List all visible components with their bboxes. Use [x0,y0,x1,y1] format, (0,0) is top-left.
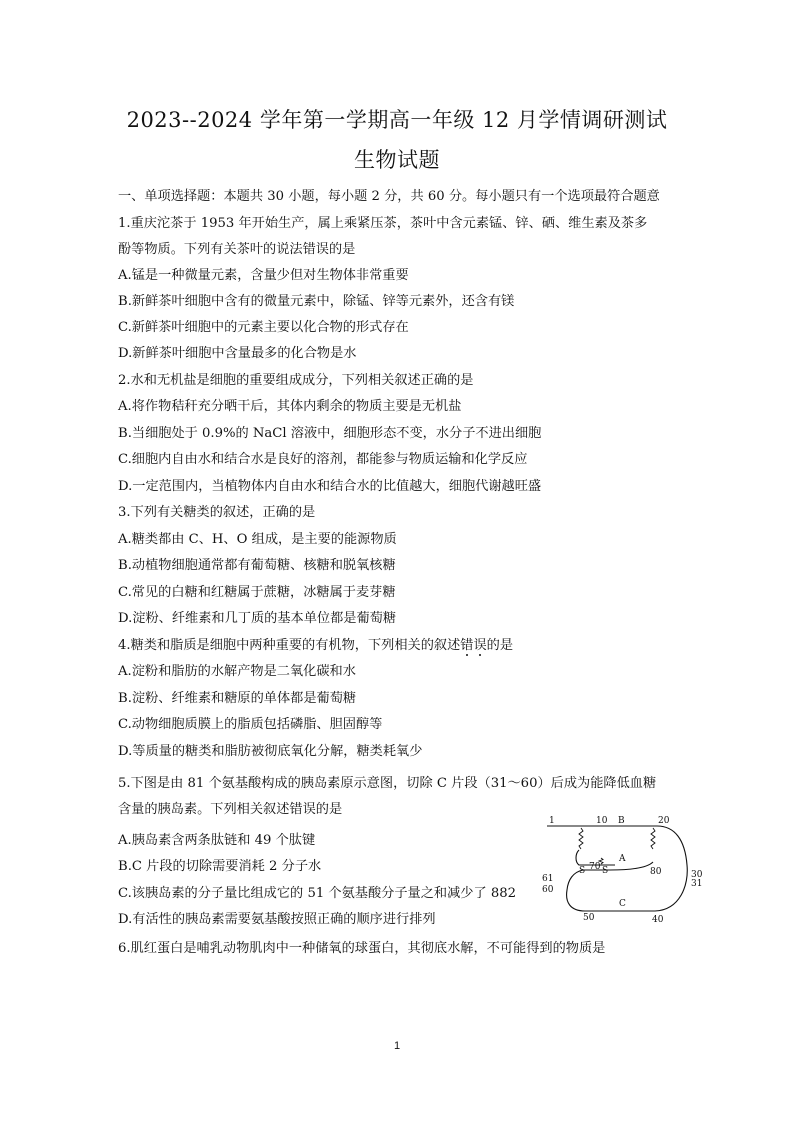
q5-option-b: B.C 片段的切除需要消耗 2 分子水 [118,859,322,874]
q1-option-d: D.新鲜茶叶细胞中含量最多的化合物是水 [118,346,357,361]
q1-option-a: A.锰是一种微量元素，含量少但对生物体非常重要 [118,268,409,283]
q2-stem: 2.水和无机盐是细胞的重要组成成分，下列相关叙述正确的是 [118,373,474,388]
label-c: C [619,899,626,909]
label-60: 60 [542,885,554,895]
label-20: 20 [658,816,670,826]
q2-option-d: D.一定范围内，当植物体内自由水和结合水的比值越大，细胞代谢越旺盛 [118,479,542,494]
label-s: S [579,866,586,876]
q6-stem: 6.肌红蛋白是哺乳动物肌肉中一种储氧的球蛋白，其彻底水解，不可能得到的物质是 [118,941,606,956]
q3-option-b: B.动植物细胞通常都有葡萄糖、核糖和脱氧核糖 [118,558,396,573]
q2-option-c: C.细胞内自由水和结合水是良好的溶剂，都能参与物质运输和化学反应 [118,452,528,467]
q3-option-c: C.常见的白糖和红糖属于蔗糖，冰糖属于麦芽糖 [118,585,396,600]
q4-option-d: D.等质量的糖类和脂肪被彻底氧化分解，糖类耗氧少 [118,744,423,759]
q2-option-b: B.当细胞处于 0.9%的 NaCl 溶液中，细胞形态不变，水分子不进出细胞 [118,426,542,441]
emphasis-char: 误 [473,638,487,653]
q4-stem [118,636,513,656]
q3-stem: 3.下列有关糖类的叙述，正确的是 [118,505,316,520]
label-a: A [619,854,626,864]
label-s: S [602,866,609,876]
q1-stem-line2: 酚等物质。下列有关茶叶的说法错误的是 [118,242,356,257]
q3-option-a: A.糖类都由 C、H、O 组成，是主要的能源物质 [118,532,397,547]
q3-option-d: D.淀粉、纤维素和几丁质的基本单位都是葡萄糖 [118,611,397,626]
q5-stem-line1: 5.下图是由 81 个氨基酸构成的胰岛素原示意图，切除 C 片段（31～60）后成为能降低血糖 [118,776,657,791]
label-b: B [618,816,625,826]
emphasis-char: 错 [460,638,474,653]
q1-stem-line1: 1.重庆沱茶于 1953 年开始生产，属上乘紧压茶，茶叶中含元素锰、锌、硒、维生素及茶多 [118,216,648,231]
q5-option-d: D.有活性的胰岛素需要氨基酸按照正确的顺序进行排列 [118,912,436,927]
section-heading: 一、单项选择题：本题共 30 小题，每小题 2 分，共 60 分。每小题只有一个选项最符合题意 [118,189,660,204]
q4-option-a: A.淀粉和脂肪的水解产物是二氧化碳和水 [118,664,356,679]
q4-stem-tail: 的是 [486,638,514,653]
q4-option-c: C.动物细胞质膜上的脂质包括磷脂、胆固醇等 [118,717,383,732]
label-1: 1 [549,816,555,826]
label-80: 80 [650,867,662,877]
label-31: 31 [691,879,703,889]
q5-option-a: A.胰岛素含两条肽链和 49 个肽键 [118,833,316,848]
q5-stem-line2: 含量的胰岛素。下列相关叙述错误的是 [118,802,343,817]
label-70: 70 [589,862,601,872]
label-30: 30 [691,870,703,880]
exam-subtitle: 生物试题 [354,148,440,172]
q1-option-c: C.新鲜茶叶细胞中的元素主要以化合物的形式存在 [118,320,409,335]
q2-option-a: A.将作物秸秆充分晒干后，其体内剩余的物质主要是无机盐 [118,399,462,414]
label-10: 10 [596,816,608,826]
label-40: 40 [652,915,664,925]
disulfide-bond-1 [579,828,583,849]
proinsulin-diagram [535,810,705,925]
q5-option-c: C.该胰岛素的分子量比组成它的 51 个氨基酸分子量之和减少了 882 [118,886,517,901]
page-number: 1 [393,1040,401,1052]
q4-option-b: B.淀粉、纤维素和糖原的单体都是葡萄糖 [118,691,357,706]
q4-stem-text: 4.糖类和脂质是细胞中两种重要的有机物，下列相关的叙述 [118,638,461,653]
disulfide-bond-2 [651,828,655,849]
label-61: 61 [542,874,554,884]
exam-title: 2023--2024 学年第一学期高一年级 12 月学情调研测试 [126,108,668,132]
q1-option-b: B.新鲜茶叶细胞中含有的微量元素中，除锰、锌等元素外，还含有镁 [118,294,515,309]
label-50: 50 [583,913,595,923]
